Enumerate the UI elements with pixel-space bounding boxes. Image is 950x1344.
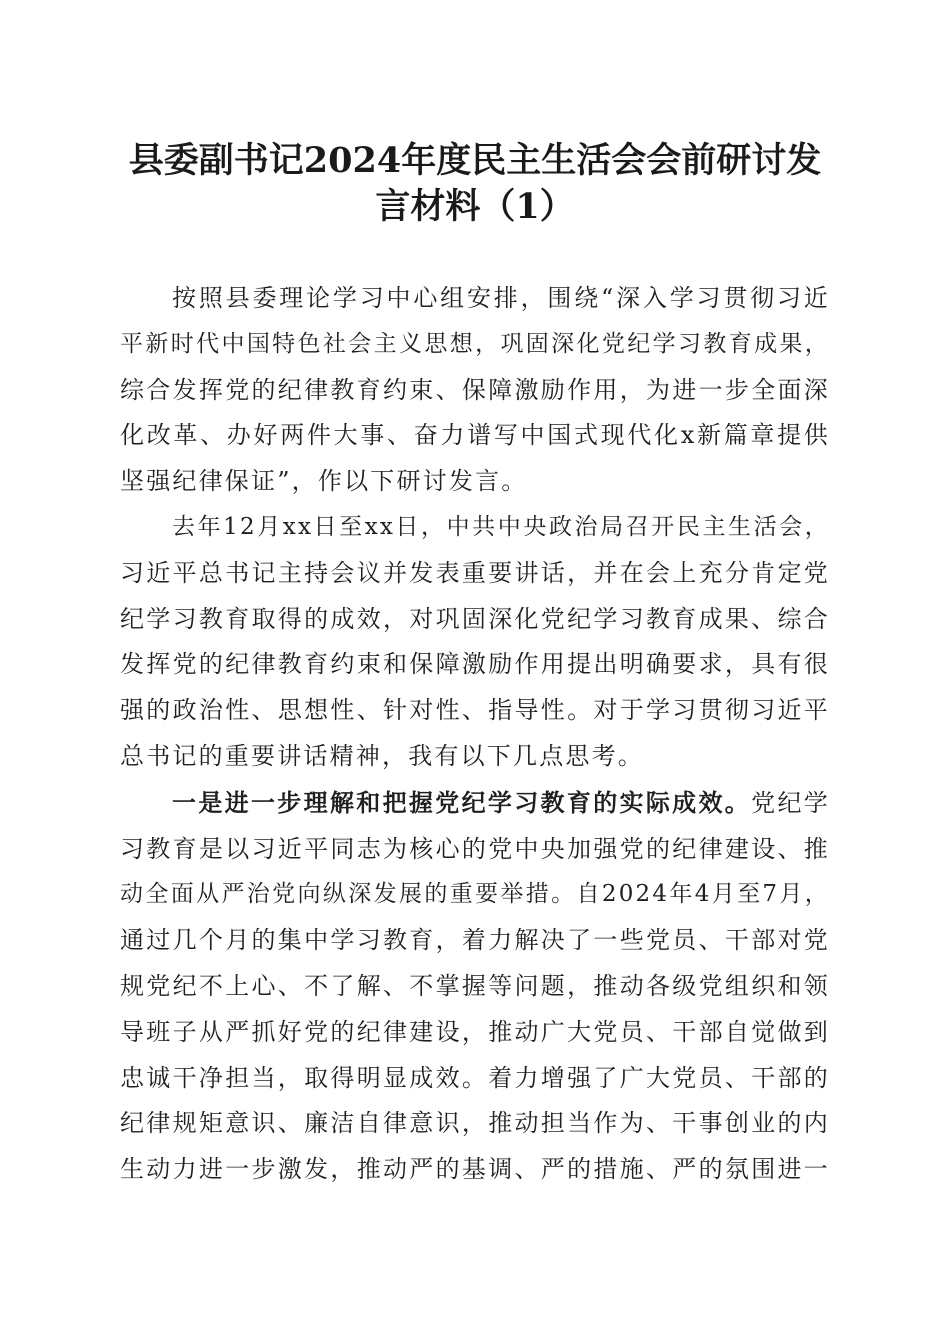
text-line: 导班子从严抓好党的纪律建设，推动广大党员、干部自觉做到 xyxy=(120,1017,830,1046)
text-line: 坚强纪律保证”，作以下研讨发言。 xyxy=(120,467,528,496)
text-line xyxy=(120,780,830,827)
text-line: 习近平总书记主持会议并发表重要讲话，并在会上充分肯定党 xyxy=(120,558,830,587)
text-line: 纪律规矩意识、廉洁自律意识，推动担当作为、干事创业的内 xyxy=(120,1109,830,1138)
text-line: 总书记的重要讲话精神，我有以下几点思考。 xyxy=(120,741,644,770)
text-line: 习教育是以习近平同志为核心的党中央加强党的纪律建设、推 xyxy=(120,834,830,863)
text-line: 纪学习教育取得的成效，对巩固深化党纪学习教育成果、综合 xyxy=(120,604,830,633)
text-line: 化改革、办好两件大事、奋力谱写中国式现代化x新篇章提供 xyxy=(120,421,830,450)
paragraph-point-one xyxy=(120,780,830,1193)
text-line: 去年12月xx日至xx日，中共中央政治局召开民主生活会， xyxy=(172,513,830,540)
text-line: 生动力进一步激发，推动严的基调、严的措施、严的氛围进一 xyxy=(120,1155,830,1184)
document-title xyxy=(110,138,840,230)
title-line: 言材料（1） xyxy=(375,186,575,227)
text-line: 通过几个月的集中学习教育，着力解决了一些党员、干部对党 xyxy=(120,926,830,955)
text-line: 规党纪不上心、不了解、不掌握等问题，推动各级党组织和领 xyxy=(120,971,830,1000)
text-line: 忠诚干净担当，取得明显成效。着力增强了广大党员、干部的 xyxy=(120,1063,830,1092)
text-line: 平新时代中国特色社会主义思想，巩固深化党纪学习教育成果， xyxy=(120,330,830,357)
point-heading-tail: 党纪学 xyxy=(751,788,830,817)
text-line: 发挥党的纪律教育约束和保障激励作用提出明确要求，具有很 xyxy=(120,650,830,679)
text-line: 强的政治性、思想性、针对性、指导性。对于学习贯彻习近平 xyxy=(120,696,830,725)
paragraph-intro xyxy=(120,276,830,505)
paragraph-meeting xyxy=(120,505,830,780)
title-line: 县委副书记2024年度民主生活会会前研讨发 xyxy=(128,140,822,181)
text-line: 动全面从严治党向纵深发展的重要举措。自2024年4月至7月， xyxy=(120,881,830,908)
text-line: 按照县委理论学习中心组安排，围绕“深入学习贯彻习近 xyxy=(172,284,830,312)
point-heading: 一是进一步理解和把握党纪学习教育的实际成效。 xyxy=(172,787,752,817)
document-body xyxy=(120,276,830,1193)
text-line: 综合发挥党的纪律教育约束、保障激励作用，为进一步全面深 xyxy=(120,375,830,404)
